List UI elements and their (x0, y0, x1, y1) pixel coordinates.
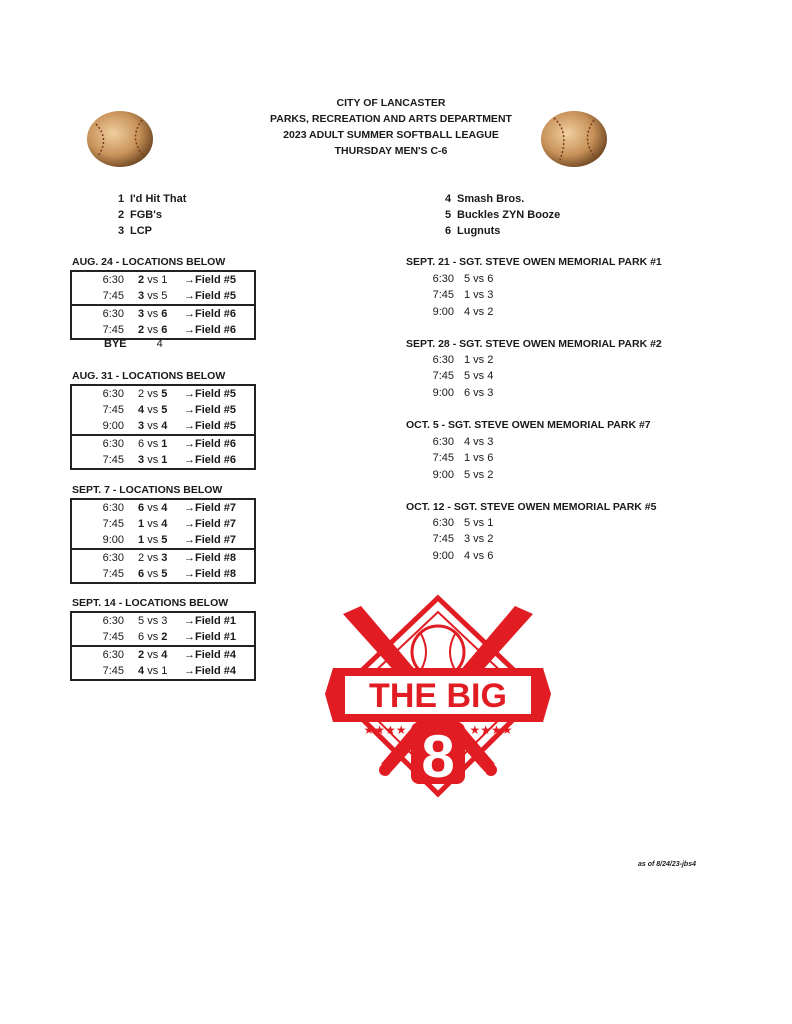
game-row: 6:30 3 vs 6 →Field #6 (102, 308, 236, 320)
game-row: 7:45 1 vs 4 →Field #7 (102, 518, 236, 530)
game-row: 6:30 5 vs 6 (432, 273, 494, 285)
team-entry: 3 LCP (118, 225, 152, 237)
team-list-right (445, 191, 560, 239)
header-city: CITY OF LANCASTER (336, 97, 446, 109)
team-entry: 4 Smash Bros. (445, 193, 525, 205)
game-row: 7:45 3 vs 1 →Field #6 (102, 454, 236, 466)
game-row: 9:00 5 vs 2 (432, 469, 494, 481)
week-title: SEPT. 21 - SGT. STEVE OWEN MEMORIAL PARK #1 (406, 256, 662, 268)
week-title: SEPT. 14 - LOCATIONS BELOW (72, 597, 229, 609)
game-row: 6:30 4 vs 3 (432, 436, 494, 448)
revision-note: as of 8/24/23-jbs4 (638, 861, 696, 868)
game-row: 6:30 2 vs 3 →Field #8 (102, 552, 236, 564)
week-title: SEPT. 7 - LOCATIONS BELOW (72, 484, 223, 496)
game-row: 9:00 6 vs 3 (432, 387, 494, 399)
game-row: 7:45 2 vs 6 →Field #6 (102, 324, 236, 336)
week-title: AUG. 24 - LOCATIONS BELOW (72, 256, 226, 268)
game-row: 9:00 3 vs 4 →Field #5 (102, 420, 236, 432)
week-title: SEPT. 28 - SGT. STEVE OWEN MEMORIAL PARK #2 (406, 338, 662, 350)
game-row: 7:45 6 vs 5 →Field #8 (102, 568, 236, 580)
star-icon: ★★★★ (469, 723, 513, 737)
week-title: OCT. 12 - SGT. STEVE OWEN MEMORIAL PARK #5 (406, 501, 657, 513)
baseball-icon (86, 110, 154, 168)
team-entry: 6 Lugnuts (445, 225, 501, 237)
team-entry: 2 FGB's (118, 209, 162, 221)
game-row: 6:30 2 vs 1 →Field #5 (102, 274, 236, 286)
schedule-box-sep14 (70, 611, 256, 681)
logo-title: THE BIG (369, 677, 507, 715)
game-row: 6:30 5 vs 3 →Field #1 (102, 615, 236, 627)
baseball-icon (540, 110, 608, 168)
week-title: AUG. 31 - LOCATIONS BELOW (72, 370, 226, 382)
team-entry: 5 Buckles ZYN Booze (445, 209, 561, 221)
header-league: 2023 ADULT SUMMER SOFTBALL LEAGUE (283, 129, 499, 141)
game-row: 6:30 5 vs 1 (432, 517, 494, 529)
game-row: 6:30 1 vs 2 (432, 354, 494, 366)
game-row: 7:45 5 vs 4 (432, 370, 494, 382)
header-division: THURSDAY MEN'S C-6 (334, 145, 448, 157)
team-entry: 1 I'd Hit That (118, 193, 187, 205)
week-title: OCT. 5 - SGT. STEVE OWEN MEMORIAL PARK #7 (406, 419, 651, 431)
bye-row: BYE 4 (104, 338, 163, 350)
game-row: 7:45 6 vs 2 →Field #1 (102, 631, 236, 643)
game-row: 9:00 4 vs 6 (432, 550, 494, 562)
game-row: 6:30 6 vs 4 →Field #7 (102, 502, 236, 514)
game-row: 7:45 4 vs 5 →Field #5 (102, 404, 236, 416)
header-department: PARKS, RECREATION AND ARTS DEPARTMENT (270, 113, 512, 125)
game-row: 6:30 2 vs 5 →Field #5 (102, 388, 236, 400)
game-row: 7:45 3 vs 5 →Field #5 (102, 290, 236, 302)
game-row: 7:45 3 vs 2 (432, 533, 494, 545)
game-row: 7:45 4 vs 1 →Field #4 (102, 665, 236, 677)
game-row: 7:45 1 vs 3 (432, 289, 494, 301)
team-list-left (118, 191, 186, 239)
the-big-8-logo (325, 594, 551, 800)
schedule-box-sep7 (70, 498, 256, 584)
schedule-box-aug24 (70, 270, 256, 340)
logo-number: 8 (421, 723, 455, 790)
game-row: 7:45 1 vs 6 (432, 452, 494, 464)
game-row: 9:00 4 vs 2 (432, 306, 494, 318)
star-icon: ★★★★ (363, 723, 407, 737)
game-row: 6:30 6 vs 1 →Field #6 (102, 438, 236, 450)
schedule-box-aug31 (70, 384, 256, 470)
game-row: 9:00 1 vs 5 →Field #7 (102, 534, 236, 546)
game-row: 6:30 2 vs 4 →Field #4 (102, 649, 236, 661)
